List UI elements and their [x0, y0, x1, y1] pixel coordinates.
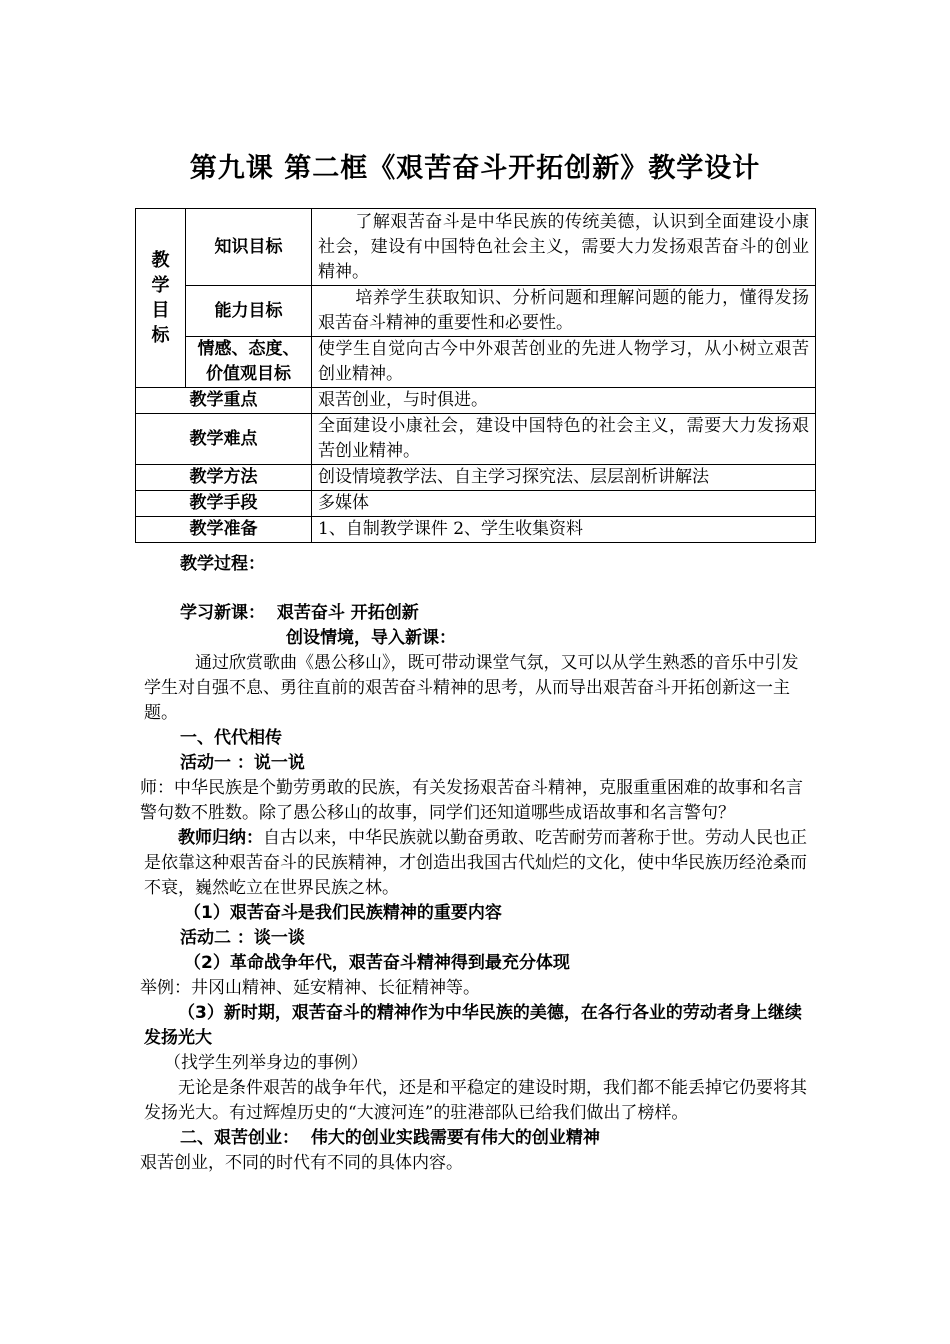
emotion-goal-label-line2: 价值观目标: [206, 364, 291, 384]
teaching-design-table: [135, 208, 816, 543]
goals-label-char: 目: [151, 300, 170, 321]
intro-heading: 创设情境，导入新课：: [286, 628, 456, 648]
conclusion-text: 无论是条件艰苦的战争年代，还是和平稳定的建设时期，我们都不能丢掉它仍要将其发扬光大。有过辉煌历史的“大渡河连”的驻港部队已给我们做出了榜样。: [144, 1078, 807, 1123]
means-label: 教学手段: [136, 491, 312, 517]
process-heading: 教学过程：: [180, 554, 265, 574]
difficulty-content: 全面建设小康社会，建设中国特色的社会主义，需要大力发扬艰苦创业精神。: [312, 414, 816, 465]
find-examples-note: （找学生列举身边的事例）: [164, 1053, 368, 1073]
preparation-label: 教学准备: [136, 517, 312, 543]
method-label: 教学方法: [136, 465, 312, 491]
point-one: （1）艰苦奋斗是我们民族精神的重要内容: [184, 903, 502, 923]
point-three: （3）新时期，艰苦奋斗的精神作为中华民族的美德，在各行各业的劳动者身上继续发扬光大: [144, 1003, 802, 1048]
key-point-content: 艰苦创业，与时俱进。: [312, 388, 816, 414]
new-lesson-label: 学习新课：: [180, 603, 265, 623]
point-two: （2）革命战争年代，艰苦奋斗精神得到最充分体现: [184, 953, 570, 973]
summary-text: 自古以来，中华民族就以勤奋勇敢、吃苦耐劳而著称于世。劳动人民也正是依靠这种艰苦奋斗的民族精神，才创造出我国古代灿烂的文化，使中华民族历经沧桑而不衰，巍然屹立在世界民族之林。: [144, 828, 807, 898]
difficulty-label: 教学难点: [136, 414, 312, 465]
knowledge-goal-label: 知识目标: [186, 209, 312, 286]
section-two-title: 伟大的创业实践需要有伟大的创业精神: [310, 1128, 600, 1148]
emotion-goal-label: [186, 337, 312, 388]
section-one-heading: 一、代代相传: [180, 728, 282, 748]
teacher-text: 师：中华民族是个勤劳勇敢的民族，有关发扬艰苦奋斗精神，克服重重困难的故事和名言警句数不胜数。除了愚公移山的故事，同学们还知道哪些成语故事和名言警句？: [140, 778, 803, 823]
table-row: [136, 414, 816, 465]
table-row: [136, 388, 816, 414]
table-row: [136, 337, 816, 388]
page-title: 第九课 第二框《艰苦奋斗开拓创新》教学设计: [189, 153, 761, 184]
summary-label: 教师归纳：: [178, 828, 263, 848]
teaching-goals-label: [136, 209, 186, 388]
table-row: [136, 209, 816, 286]
teaching-process: [140, 552, 814, 1176]
activity-one: 活动一 ：说一说: [180, 753, 305, 773]
ability-goal-content: 培养学生获取知识、分析问题和理解问题的能力，懂得发扬艰苦奋斗精神的重要性和必要性。: [312, 286, 816, 337]
goals-label-char: 标: [151, 325, 170, 346]
examples-text: 举例：井冈山精神、延安精神、长征精神等。: [140, 978, 480, 998]
section-two-heading: [144, 1126, 814, 1151]
section-two-label: 二、艰苦创业：: [180, 1128, 299, 1148]
table-row: [136, 517, 816, 543]
means-content: 多媒体: [312, 491, 816, 517]
table-row: [136, 286, 816, 337]
teacher-summary: [144, 826, 814, 901]
key-point-label: 教学重点: [136, 388, 312, 414]
emotion-goal-label-line1: 情感、态度、: [197, 339, 300, 359]
final-text: 艰苦创业，不同的时代有不同的具体内容。: [140, 1153, 463, 1173]
ability-goal-label: 能力目标: [186, 286, 312, 337]
table-row: [136, 465, 816, 491]
method-content: 创设情境教学法、自主学习探究法、层层剖析讲解法: [312, 465, 816, 491]
activity-two: 活动二 ：谈一谈: [180, 928, 305, 948]
intro-text: 通过欣赏歌曲《愚公移山》，既可带动课堂气氛，又可以从学生熟悉的音乐中引发学生对自强不息、勇往直前的艰苦奋斗精神的思考，从而导出艰苦奋斗开拓创新这一主题。: [144, 653, 799, 723]
goals-label-char: 学: [151, 275, 170, 296]
preparation-content: 1、自制教学课件 2、学生收集资料: [312, 517, 816, 543]
knowledge-goal-content: 了解艰苦奋斗是中华民族的传统美德，认识到全面建设小康社会，建设有中国特色社会主义，需要大力发扬艰苦奋斗的创业精神。: [312, 209, 816, 286]
new-lesson-line: [144, 601, 814, 626]
goals-label-char: 教: [151, 250, 170, 271]
table-row: [136, 491, 816, 517]
emotion-goal-content: 使学生自觉向古今中外艰苦创业的先进人物学习，从小树立艰苦创业精神。: [312, 337, 816, 388]
new-lesson-title: 艰苦奋斗 开拓创新: [276, 603, 419, 623]
